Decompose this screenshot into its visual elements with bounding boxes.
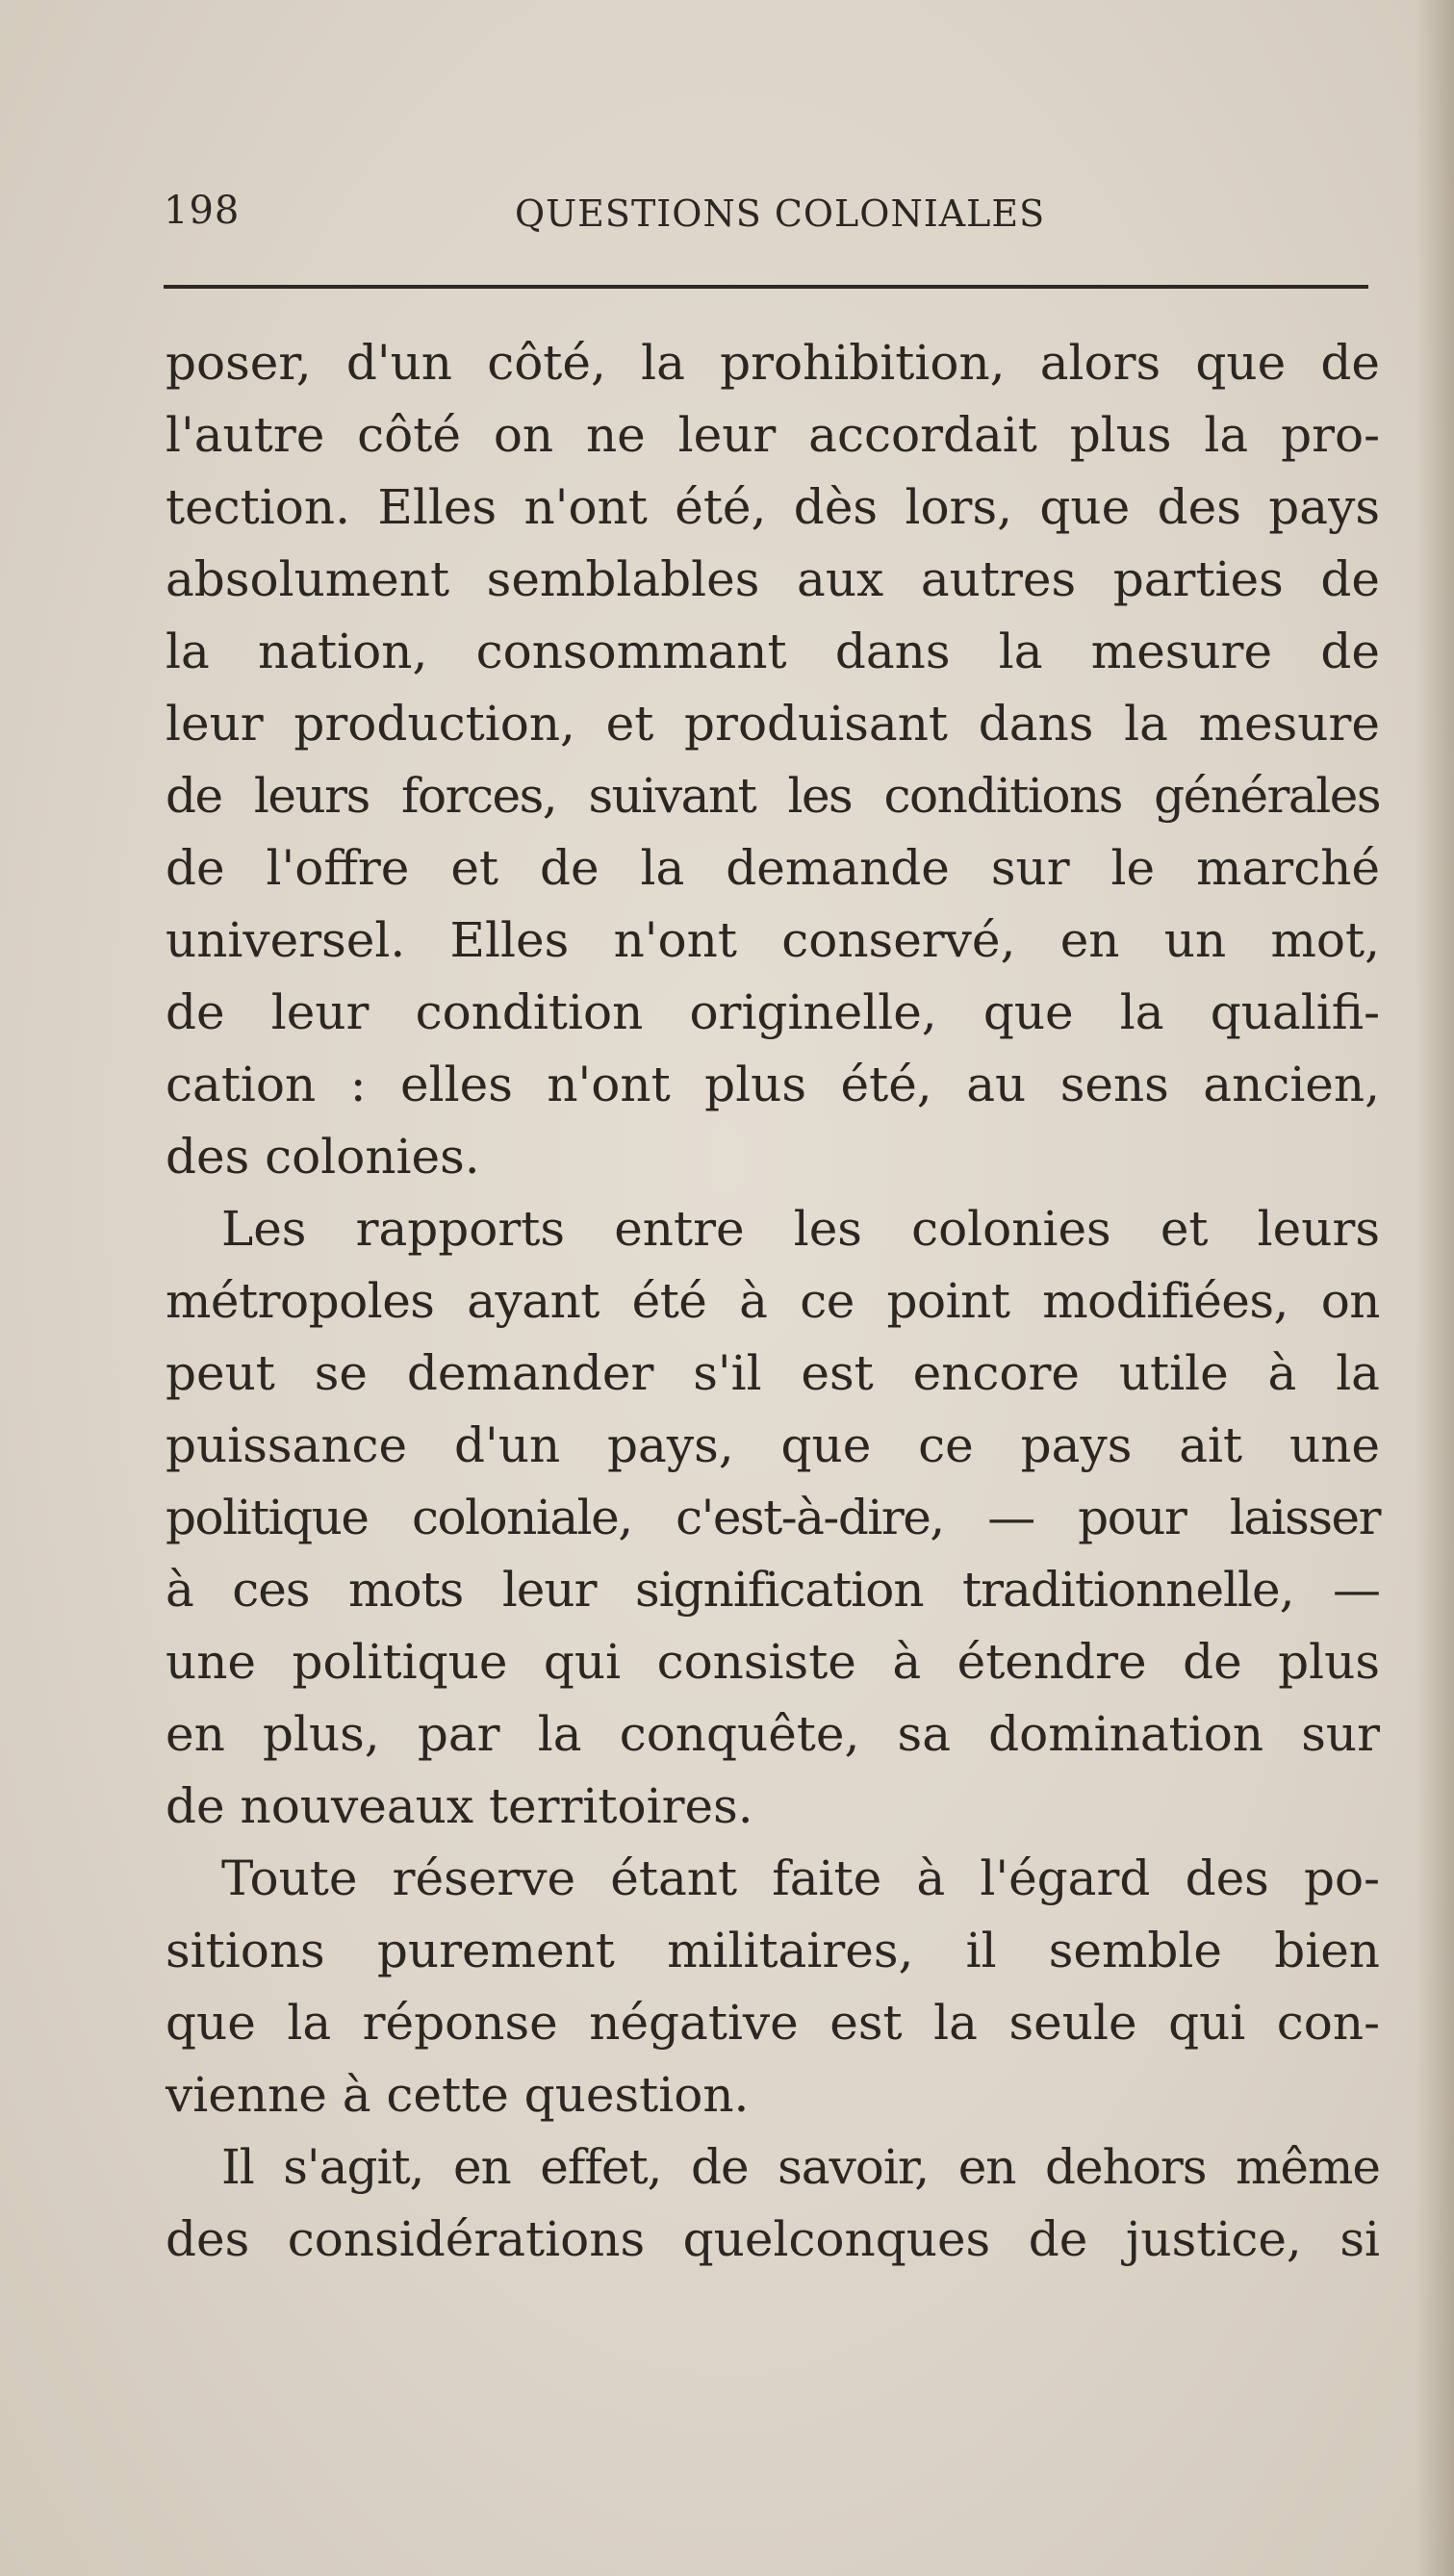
text-line: de l'offre et de la demande sur le marché: [166, 840, 1380, 896]
text-line: que la réponse négative est la seule qui con-: [166, 1995, 1380, 2051]
text-line: de nouveaux territoires.: [166, 1778, 753, 1834]
text-line: leur production, et produisant dans la mesure: [166, 696, 1380, 752]
header-rule: [164, 285, 1368, 289]
page-header: [164, 189, 1366, 246]
text-line: peut se demander s'il est encore utile à la: [166, 1345, 1380, 1401]
text-line: tection. Elles n'ont été, dès lors, que des pays: [166, 479, 1380, 535]
text-line: sitions purement militaires, il semble bien: [166, 1923, 1380, 1978]
text-line: vienne à cette question.: [166, 2067, 750, 2123]
text-line: métropoles ayant été à ce point modifiées, on: [166, 1273, 1380, 1329]
text-line: à ces mots leur signification traditionnelle, —: [166, 1562, 1380, 1618]
text-line: Il s'agit, en effet, de savoir, en dehors même: [221, 2139, 1380, 2195]
text-line: puissance d'un pays, que ce pays ait une: [166, 1417, 1380, 1473]
body-text: [166, 327, 1380, 2276]
text-line: cation : elles n'ont plus été, au sens ancien,: [166, 1057, 1380, 1112]
text-line: de leur condition originelle, que la qualifi-: [166, 984, 1380, 1040]
text-line: des considérations quelconques de justice, si: [166, 2211, 1380, 2267]
text-line: en plus, par la conquête, sa domination sur: [166, 1706, 1380, 1762]
page-edge-shadow: [1416, 0, 1454, 2576]
page-number: 198: [164, 189, 241, 233]
text-line: politique coloniale, c'est-à-dire, — pour laisser: [166, 1490, 1380, 1545]
text-line: Toute réserve étant faite à l'égard des po-: [221, 1850, 1380, 1906]
text-line: une politique qui consiste à étendre de plus: [166, 1634, 1380, 1690]
text-line: Les rapports entre les colonies et leurs: [221, 1201, 1380, 1257]
text-line: l'autre côté on ne leur accordait plus la pro-: [166, 407, 1380, 463]
running-head: QUESTIONS COLONIALES: [515, 192, 1046, 235]
text-line: poser, d'un côté, la prohibition, alors que de: [166, 335, 1380, 391]
text-line: des colonies.: [166, 1129, 480, 1185]
text-line: universel. Elles n'ont conservé, en un mot,: [166, 912, 1380, 968]
text-line: la nation, consommant dans la mesure de: [166, 624, 1380, 679]
text-line: de leurs forces, suivant les conditions générales: [166, 768, 1380, 824]
text-line: absolument semblables aux autres parties de: [166, 551, 1380, 607]
